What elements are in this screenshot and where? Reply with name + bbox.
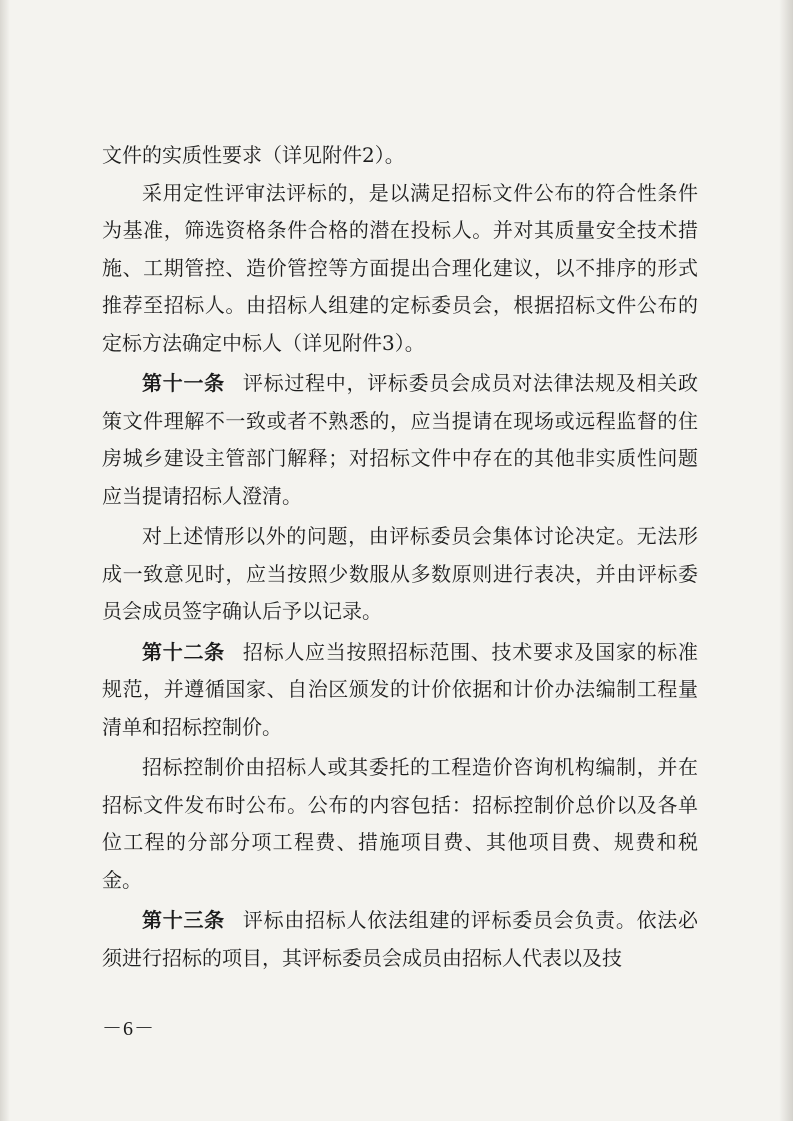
- paragraph-text: 采用定性评审法评标的，是以满足招标文件公布的符合性条件为基准，筛选资格条件合格的潜在投标人。并对其质量安全技术措施、工期管控、造价管控等方面提出合理化建议，以不排序的形式推荐至招标人。由招标人组建的定标委员会，根据招标文件公布的定标方法确定中标人（详见附件3）。: [102, 180, 698, 355]
- article-paragraph: [102, 902, 698, 977]
- article-paragraph: [102, 634, 698, 747]
- article-number: 第十二条: [142, 639, 225, 664]
- scan-shadow-left: [0, 0, 10, 1121]
- scan-shadow-right: [779, 0, 793, 1121]
- page-number: －6－: [102, 1018, 155, 1040]
- article-paragraph: [102, 365, 698, 515]
- paragraph-text: 招标控制价由招标人或其委托的工程造价咨询机构编制，并在招标文件发布时公布。公布的内容包括：招标控制价总价以及各单位工程的分部分项工程费、措施项目费、其他项目费、规费和税金。: [102, 755, 698, 892]
- article-number: 第十三条: [142, 908, 225, 932]
- paragraph-text: 评标由招标人依法组建的评标委员会负责。依法必须进行招标的项目，其评标委员会成员由招标人代表以及技: [102, 908, 699, 970]
- paragraph: [102, 749, 698, 899]
- document-body: [102, 137, 698, 977]
- paragraph: [102, 175, 698, 363]
- paragraph: [102, 137, 698, 175]
- paragraph-text: 招标人应当按照招标范围、技术要求及国家的标准规范，并遵循国家、自治区颁发的计价依据和计价办法编制工程量清单和招标控制价。: [102, 639, 699, 739]
- article-number: 第十一条: [142, 371, 225, 395]
- paragraph-text: 文件的实质性要求（详见附件2）。: [102, 143, 405, 167]
- paragraph-text: 评标过程中，评标委员会成员对法律法规及相关政策文件理解不一致或者不熟悉的，应当提请在现场或远程监督的住房城乡建设主管部门解释；对招标文件中存在的其他非实质性问题应当提请招标人澄清。: [102, 371, 699, 508]
- paragraph-text: 对上述情形以外的问题，由评标委员会集体讨论决定。无法形成一致意见时，应当按照少数服从多数原则进行表决，并由评标委员会成员签字确认后予以记录。: [102, 524, 698, 623]
- paragraph: [102, 518, 698, 631]
